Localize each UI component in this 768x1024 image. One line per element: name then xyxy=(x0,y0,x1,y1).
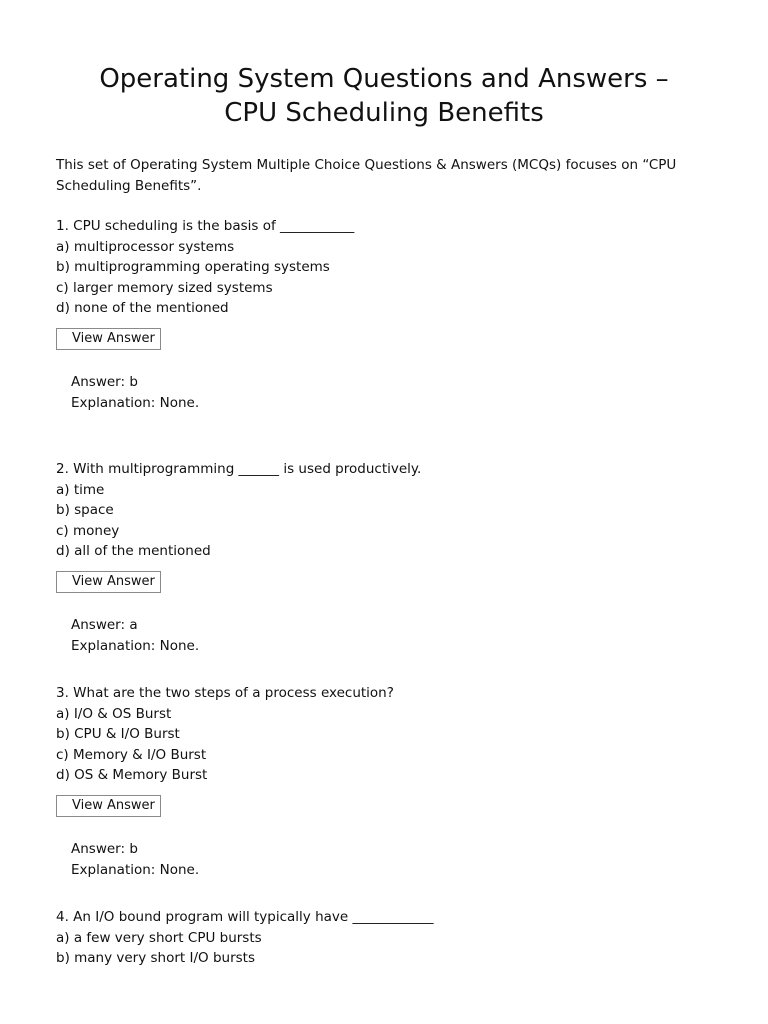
answer-3 xyxy=(71,839,199,880)
option-a: a) I/O & OS Burst xyxy=(56,705,172,722)
option-c: c) larger memory sized systems xyxy=(56,279,273,296)
explanation-text: Explanation: None. xyxy=(71,861,200,878)
view-answer-button-2[interactable]: View Answer xyxy=(56,571,161,593)
intro-paragraph xyxy=(56,155,716,196)
page-title xyxy=(40,62,728,130)
option-c: c) money xyxy=(56,522,120,539)
answer-1 xyxy=(71,372,199,413)
explanation-text: Explanation: None. xyxy=(71,637,200,654)
option-c: c) Memory & I/O Burst xyxy=(56,746,207,763)
question-text: 3. What are the two steps of a process execution? xyxy=(56,685,394,701)
option-d: d) all of the mentioned xyxy=(56,543,211,559)
explanation-text: Explanation: None. xyxy=(71,394,200,411)
question-1 xyxy=(56,216,736,319)
option-d: d) none of the mentioned xyxy=(56,300,229,316)
option-b: b) many very short I/O bursts xyxy=(56,950,255,966)
question-3 xyxy=(56,683,736,786)
view-answer-button-3[interactable]: View Answer xyxy=(56,795,161,817)
option-a: a) a few very short CPU bursts xyxy=(56,929,262,946)
view-answer-button-1[interactable]: View Answer xyxy=(56,328,161,350)
question-text: 4. An I/O bound program will typically have ____________ xyxy=(56,909,434,925)
option-b: b) space xyxy=(56,502,114,518)
question-4 xyxy=(56,907,736,969)
option-a: a) time xyxy=(56,481,105,498)
option-b: b) multiprogramming operating systems xyxy=(56,259,330,275)
title-line-1: Operating System Questions and Answers – xyxy=(99,64,669,94)
intro-line-2: Scheduling Benefits”. xyxy=(56,177,202,194)
question-text: 1. CPU scheduling is the basis of ___________ xyxy=(56,218,355,234)
answer-text: Answer: a xyxy=(71,617,138,633)
intro-line-1: This set of Operating System Multiple Choice Questions & Answers (MCQs) focuses on “CPU xyxy=(56,157,677,173)
option-d: d) OS & Memory Burst xyxy=(56,767,208,783)
question-text: 2. With multiprogramming ______ is used productively. xyxy=(56,461,422,477)
answer-text: Answer: b xyxy=(71,374,138,390)
option-a: a) multiprocessor systems xyxy=(56,238,235,255)
question-2 xyxy=(56,459,736,562)
option-b: b) CPU & I/O Burst xyxy=(56,726,180,742)
title-line-2: CPU Scheduling Benefits xyxy=(224,98,544,128)
answer-2 xyxy=(71,615,199,656)
answer-text: Answer: b xyxy=(71,841,138,857)
